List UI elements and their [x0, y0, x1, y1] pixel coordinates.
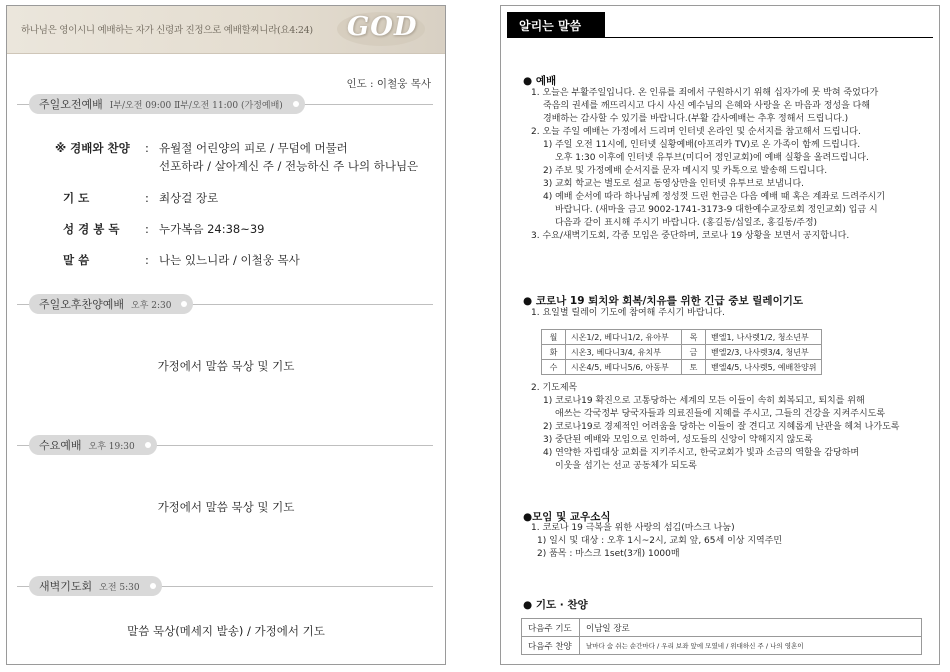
- table-cell: 날마다 숨 쉬는 순간마다 / 우리 보좌 앞에 모였네 / 위대하신 주 / 나의 영혼이: [580, 637, 922, 655]
- notice-line: 1) 주일 오전 11시에, 인터넷 실황예배(아프리카 TV)로 온 가족이 함께 드립니다.: [543, 140, 861, 150]
- order-value: 유월절 어린양의 피로 / 무덤에 머물러: [159, 141, 348, 155]
- order-label: 성 경 봉 독: [63, 222, 120, 236]
- presider-label: 인도 : 이철웅 목사: [346, 78, 431, 90]
- notice-line: 경배하는 감사할 수 있기를 바랍니다.(부활 감사예배는 추후 정해서 드립니다.): [543, 114, 849, 124]
- notice-line: 4) 예배 순서에 따라 하나님께 정성껏 드린 헌금은 다음 예배 때 혹은 계좌로 드려주시기: [543, 192, 886, 202]
- order-label: 기 도: [63, 191, 90, 205]
- prayer-praise-table: [521, 618, 922, 655]
- bullet-dot-icon: [181, 301, 187, 307]
- order-label: 말 씀: [63, 253, 90, 267]
- section-time: 오전 5:30: [99, 582, 140, 593]
- bullet-dot-icon: [150, 583, 156, 589]
- section-time: Ⅰ부/오전 09:00 Ⅱ부/오전 11:00 (가정예배): [109, 100, 283, 111]
- notice-line: 죽음의 권세를 깨뜨리시고 다시 사신 예수님의 은혜와 사랑을 온 마음과 정성을 다해: [543, 101, 871, 111]
- table-cell: 화: [542, 345, 566, 360]
- order-row-scripture: 성 경 봉 독 : 누가복음 24:38~39: [63, 222, 265, 236]
- table-cell: 금: [682, 345, 706, 360]
- section-time: 오후 19:30: [88, 441, 135, 452]
- notice-line: 2. 오늘 주일 예배는 가정에서 드리며 인터넷 온라인 및 순서지를 참고해서 드립니다.: [531, 127, 861, 137]
- order-value: 나는 있느니라 / 이철웅 목사: [159, 253, 300, 267]
- worship-heading: ● 예배: [523, 75, 557, 87]
- section-sunday-morning: [17, 94, 433, 114]
- table-row: [542, 345, 822, 360]
- topic-line: 1) 코로나19 확진으로 고통당하는 세계의 모든 이들이 속히 회복되고, 퇴치를 위해: [543, 396, 865, 406]
- order-value: 누가복음 24:38~39: [159, 222, 265, 236]
- notice-line: 3) 교회 학교는 별도로 설교 동영상만을 인터넷 유투브로 보냅니다.: [543, 179, 805, 189]
- table-cell: 벧엘2/3, 나사렛3/4, 청년부: [706, 345, 822, 360]
- table-row: [542, 360, 822, 375]
- topic-line: 이웃을 섬기는 선교 공동체가 되도록: [555, 461, 697, 471]
- table-cell: 이남일 장로: [580, 619, 922, 637]
- tab-rule: [507, 37, 933, 38]
- notice-line: 3. 수요/새벽기도회, 각종 모임은 중단하며, 코로나 19 상황을 보면서 공지합니다.: [531, 231, 850, 241]
- prayer-heading: ● 기도 · 찬양: [523, 599, 588, 611]
- table-row: [522, 637, 922, 655]
- notice-line: 오후 1:30 이후에 인터넷 유투브(미디어 정인교회)에 예배 실황을 올려드립니다.: [555, 153, 869, 163]
- order-value: 최상걸 장로: [159, 191, 219, 205]
- notice-line: 바랍니다. (새마을 금고 9002-1741-3173-9 대한예수교장로회 정인교회) 입금 시: [555, 205, 878, 215]
- table-cell: 월: [542, 330, 566, 345]
- table-cell: 다음주 찬양: [522, 637, 580, 655]
- section-wednesday: [17, 435, 433, 455]
- meeting-heading: ●모임 및 교우소식: [523, 511, 611, 523]
- table-cell: 목: [682, 330, 706, 345]
- order-value-cont: 선포하라 / 살아계신 주 / 전능하신 주 나의 하나님은: [159, 159, 419, 173]
- section-title: 주일오전예배: [39, 98, 103, 111]
- worship-order-page: [6, 5, 446, 665]
- table-cell: 벧엘1, 나사렛1/2, 청소년부: [706, 330, 822, 345]
- banner-verse: 하나님은 영이시니 예배하는 자가 신령과 진정으로 예배할찌니라(요4:24): [21, 25, 313, 36]
- table-row: [522, 619, 922, 637]
- meeting-line: 1) 일시 및 대상 : 오후 1시~2시, 교회 앞, 65세 이상 지역주민: [537, 536, 783, 546]
- topic-line: 3) 중단된 예배와 모임으로 인하여, 성도들의 신앙이 약해지지 않도록: [543, 435, 813, 445]
- header-banner: [7, 6, 445, 54]
- god-logo-text: GOD: [347, 12, 418, 42]
- meeting-line: 2) 품목 : 마스크 1set(3개) 1000매: [537, 549, 680, 559]
- relay-intro: 1. 요일별 릴레이 기도에 참여해 주시기 바랍니다.: [531, 308, 725, 318]
- notices-tab: 알리는 말씀: [507, 12, 605, 38]
- topic-line: 4) 연약한 자립대상 교회를 지키주시고, 한국교회가 빛과 소금의 역할을 감당하며: [543, 448, 860, 458]
- table-cell: 수: [542, 360, 566, 375]
- topic-line: 애쓰는 각국정부 당국자들과 의료진들에 지혜를 주시고, 그들의 건강을 지켜주시도록: [555, 409, 886, 419]
- notice-line: 1. 오늘은 부활주일입니다. 온 인류를 죄에서 구원하시기 위해 십자가에 못 박혀 죽었다가: [531, 88, 879, 98]
- order-row-praise: ※ 경배와 찬양 : 유월절 어린양의 피로 / 무덤에 머물러: [55, 141, 348, 155]
- order-row-sermon: 말 씀 : 나는 있느니라 / 이철웅 목사: [63, 253, 300, 267]
- order-label: ※ 경배와 찬양: [55, 141, 130, 155]
- table-cell: 벧엘4/5, 나사렛5, 예배찬양위: [706, 360, 822, 375]
- table-cell: 시온1/2, 베다니1/2, 유아부: [566, 330, 682, 345]
- meeting-line: 1. 코로나 19 극복을 위한 사랑의 섬김(마스크 나눔): [531, 523, 735, 533]
- notice-line: 다음과 같이 표시해 주시기 바랍니다. (홍길동/십일조, 홍길동/주정): [555, 218, 818, 228]
- table-cell: 토: [682, 360, 706, 375]
- section-title: 수요예배: [39, 439, 82, 452]
- table-row: [542, 330, 822, 345]
- notice-line: 2) 주보 및 가정예배 순서지를 문자 메시지 및 카톡으로 발송해 드립니다.: [543, 166, 828, 176]
- table-cell: 시온3, 베다니3/4, 유치부: [566, 345, 682, 360]
- notices-page: [500, 5, 940, 665]
- table-cell: 다음주 기도: [522, 619, 580, 637]
- order-row-prayer: 기 도 : 최상걸 장로: [63, 191, 219, 205]
- section-dawn: [17, 576, 433, 596]
- dawn-body: 말씀 묵상(메세지 발송) / 가정에서 기도: [127, 624, 325, 638]
- section-sunday-afternoon: [17, 294, 433, 314]
- table-cell: 시온4/5, 베다니5/6, 아동부: [566, 360, 682, 375]
- topics-heading: 2. 기도제목: [531, 383, 578, 393]
- wednesday-body: 가정에서 말씀 묵상 및 기도: [157, 500, 295, 514]
- relay-heading: ● 코로나 19 퇴치와 회복/치유를 위한 긴급 중보 릴레이기도: [523, 295, 803, 307]
- bullet-dot-icon: [145, 442, 151, 448]
- topic-line: 2) 코로나19로 경제적인 어려움을 당하는 이들이 잘 견디고 지혜롭게 난관을 헤쳐 나가도록: [543, 422, 900, 432]
- bullet-dot-icon: [293, 101, 299, 107]
- relay-schedule-table: [541, 329, 822, 375]
- section-title: 새벽기도회: [39, 580, 93, 593]
- afternoon-body: 가정에서 말씀 묵상 및 기도: [157, 359, 295, 373]
- section-time: 오후 2:30: [131, 300, 172, 311]
- section-title: 주일오후찬양예배: [39, 298, 125, 311]
